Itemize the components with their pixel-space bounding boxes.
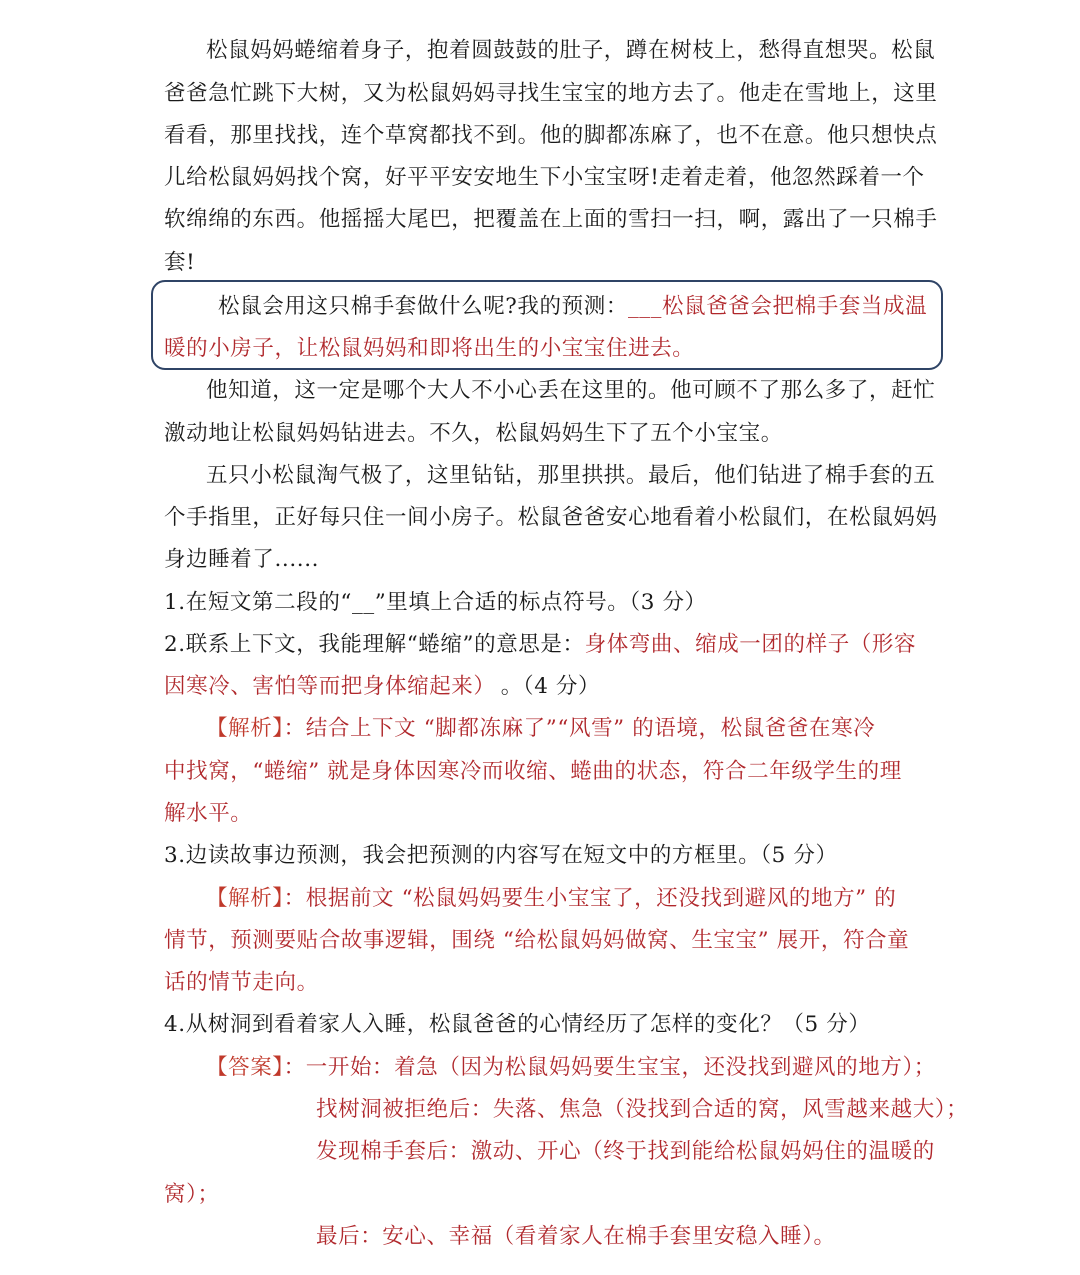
- question-1: 1.在短文第二段的“__”里填上合适的标点符号。（3 分）: [164, 590, 707, 615]
- question-4-answer: [206, 1053, 936, 1083]
- story-line: 身边睡着了......: [164, 547, 320, 572]
- question-3-analysis: [206, 884, 924, 914]
- prediction-answer: 松鼠爸爸会把棉手套当成温: [662, 294, 928, 319]
- question-2: [164, 630, 924, 660]
- prediction-line-1: [218, 292, 926, 322]
- question-2-text: 2.联系上下文，我能理解“蜷缩”的意思是：: [164, 632, 585, 657]
- story-line: 儿给松鼠妈妈找个窝，好平平安安地生下小宝宝呀!走着走着，他忽然踩着一个: [164, 165, 925, 190]
- story-line: 他知道，这一定是哪个大人不小心丢在这里的。他可顾不了那么多了，赶忙: [206, 378, 936, 403]
- prediction-prompt: 松鼠会用这只棉手套做什么呢?我的预测：: [218, 294, 628, 319]
- answer-line: 找树洞被拒绝后：失落、焦急（没找到合适的窝，风雪越来越大）；: [316, 1097, 969, 1122]
- question-2-answer-cont: 因寒冷、害怕等而把身体缩起来）: [164, 674, 485, 699]
- answer-text: ：一开始：着急（因为松鼠妈妈要生宝宝，还没找到避风的地方）；: [283, 1055, 936, 1080]
- question-2-score: 。（4 分）: [500, 674, 601, 699]
- question-2-line-2: [164, 672, 924, 702]
- question-2-answer: 身体弯曲、缩成一团的样子（形容: [584, 632, 917, 657]
- story-line: 五只小松鼠淘气极了，这里钻钻，那里拱拱。最后，他们钻进了棉手套的五: [206, 463, 936, 488]
- analysis-line: 解水平。: [164, 801, 253, 826]
- question-4: 4.从树洞到看着家人入睡，松鼠爸爸的心情经历了怎样的变化？（5 分）: [164, 1012, 871, 1037]
- analysis-line: 话的情节走向。: [164, 970, 319, 995]
- answer-tag: 【答案】: [206, 1055, 284, 1080]
- story-line: 看看，那里找找，连个草窝都找不到。他的脚都冻麻了，也不在意。他只想快点: [164, 123, 938, 148]
- story-line: 爸爸急忙跳下大树，又为松鼠妈妈寻找生宝宝的地方去了。他走在雪地上，这里: [164, 81, 938, 106]
- prediction-blank: ___: [627, 294, 662, 319]
- answer-line: 发现棉手套后：激动、开心（终于找到能给松鼠妈妈住的温暖的: [316, 1139, 935, 1164]
- analysis-text: ：结合上下文 “脚都冻麻了”“风雪” 的语境，松鼠爸爸在寒冷: [283, 716, 876, 741]
- analysis-line: 中找窝，“蜷缩” 就是身体因寒冷而收缩、蜷曲的状态，符合二年级学生的理: [164, 759, 902, 784]
- answer-line: 窝）；: [164, 1182, 220, 1207]
- analysis-tag: 【解析】: [206, 716, 284, 741]
- prediction-answer-line-2: 暖的小房子，让松鼠妈妈和即将出生的小宝宝住进去。: [164, 336, 695, 361]
- question-3: 3.边读故事边预测，我会把预测的内容写在短文中的方框里。（5 分）: [164, 843, 838, 868]
- story-line: 软绵绵的东西。他摇摇大尾巴，把覆盖在上面的雪扫一扫，啊，露出了一只棉手: [164, 207, 938, 232]
- question-2-analysis: [206, 714, 924, 744]
- story-line: 松鼠妈妈蜷缩着身子，抱着圆鼓鼓的肚子，蹲在树枝上，愁得直想哭。松鼠: [206, 38, 936, 63]
- story-line: 激动地让松鼠妈妈钻进去。不久，松鼠妈妈生下了五个小宝宝。: [164, 421, 783, 446]
- answer-line: 最后：安心、幸福（看着家人在棉手套里安稳入睡）。: [316, 1224, 836, 1249]
- analysis-line: 情节，预测要贴合故事逻辑，围绕 “给松鼠妈妈做窝、生宝宝” 展开，符合童: [164, 928, 910, 953]
- story-line: 套!: [164, 250, 196, 275]
- analysis-tag: 【解析】: [206, 886, 284, 911]
- story-line: 个手指里，正好每只住一间小房子。松鼠爸爸安心地看着小松鼠们，在松鼠妈妈: [164, 505, 938, 530]
- analysis-text: ：根据前文 “松鼠妈妈要生小宝宝了，还没找到避风的地方” 的: [283, 886, 897, 911]
